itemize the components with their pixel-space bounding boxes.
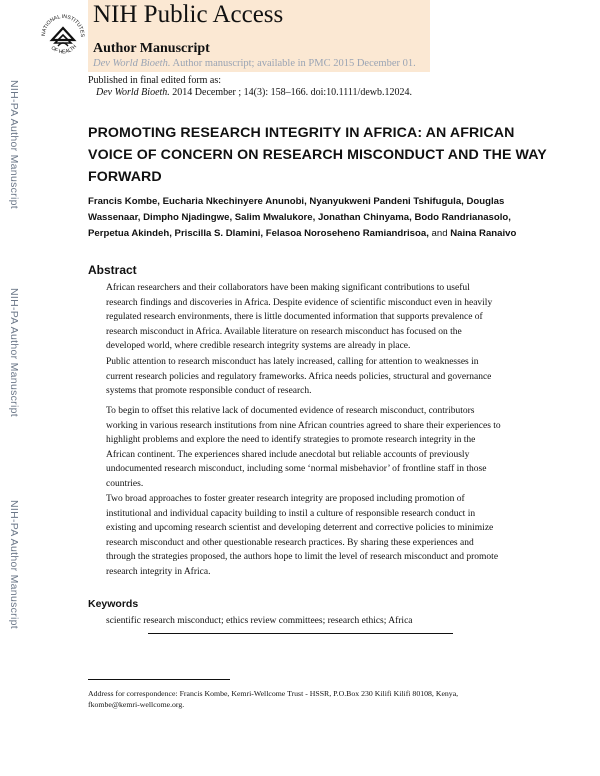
logo-text-top: NATIONAL INSTITUTES	[40, 13, 86, 38]
side-label-2: NIH-PA Author Manuscript	[8, 288, 20, 417]
svg-text:OF HEALTH	[50, 44, 78, 56]
eagle-icon	[52, 28, 74, 46]
citation-journal: Dev World Bioeth.	[96, 87, 170, 98]
author-list	[88, 194, 528, 241]
citation-details: 2014 December ; 14(3): 158–166. doi:10.1111/dewb.12024.	[169, 87, 412, 98]
side-label-1: NIH-PA Author Manuscript	[8, 80, 20, 209]
logo-text-bottom: OF HEALTH	[49, 43, 78, 56]
abstract-paragraph-4: Two broad approaches to foster greater research integrity are proposed including promotion of institutional and individual capacity building to instil a culture of responsible research conduct in existing and upcoming research scientist and developing deterrent and corrective policies to minimize research misconduct and other questionable research practices. By sharing these experiences and through the strategies proposed, the authors hope to limit the level of research misconduct and promote research integrity in Africa.	[106, 494, 499, 577]
availability-note	[93, 58, 416, 69]
abstract-paragraph-2: Public attention to research misconduct has lately increased, calling for attention to weaknesses in current research policies and regulatory frameworks. Africa needs policies, structural and governance systems that promote responsible conduct of research.	[106, 357, 492, 397]
abstract-paragraph-3: To begin to offset this relative lack of documented evidence of research misconduct, contributors working in various research institutions from nine African countries agreed to share their experiences to highlight problems and explore the need to identify strategies to promote research integrity in the African continent. The experiences shared include anecdotal but reliable accounts of previously undocumented research misconduct, including some ‘normal misbehavior’ of frontline staff in those countries.	[106, 406, 501, 489]
author-manuscript-label: Author Manuscript	[93, 41, 210, 56]
availability-journal: Dev World Bioeth.	[93, 58, 171, 69]
keywords-heading: Keywords	[88, 598, 139, 610]
authors-and: and	[431, 227, 448, 239]
side-label-3: NIH-PA Author Manuscript	[8, 500, 20, 629]
article-title: PROMOTING RESEARCH INTEGRITY IN AFRICA: AN AFRICAN VOICE OF CONCERN ON RESEARCH MISCONDUCT AND THE WAY FORWARD	[88, 125, 547, 185]
nih-logo	[38, 4, 88, 68]
published-label: Published in final edited form as:	[88, 75, 222, 86]
citation	[96, 87, 412, 98]
abstract-paragraph-1: African researchers and their collaborators have been making significant contributions to useful research findings and discoveries in Africa. Despite evidence of scientific misconduct even in heavily regulated research environments, there is little documented information that supports prevalence of research misconduct in Africa. Available literature on research misconduct has focused on the developed world, where credible research integrity systems are already in place.	[106, 283, 493, 352]
footnote-divider	[88, 679, 230, 680]
authors-last: Naina Ranaivo	[450, 227, 517, 239]
keywords-text: scientific research misconduct; ethics review committees; research ethics; Africa	[106, 616, 413, 626]
nih-public-access-title: NIH Public Access	[93, 1, 284, 28]
availability-text: Author manuscript; available in PMC 2015 December 01.	[170, 58, 416, 69]
keywords-divider	[148, 633, 453, 634]
abstract-heading: Abstract	[88, 263, 137, 277]
correspondence-address: Address for correspondence: Francis Kombe, Kemri-Wellcome Trust - HSSR, P.O.Box 230 Kilifi Kilifi 80108, Kenya, fkombe@kemri-wellcome.org.	[88, 689, 459, 709]
authors-main: Francis Kombe, Eucharia Nkechinyere Anunobi, Nyanyukweni Pandeni Tshifugula, Douglas Wassenaar, Dimpho Njadingwe, Salim Mwalukore, Jonathan Chinyama, Bodo Randrianasolo, Perpetua Akindeh, Priscilla S. Dlamini, Felasoa Noroseheno Ramiandrisoa,	[88, 196, 511, 239]
